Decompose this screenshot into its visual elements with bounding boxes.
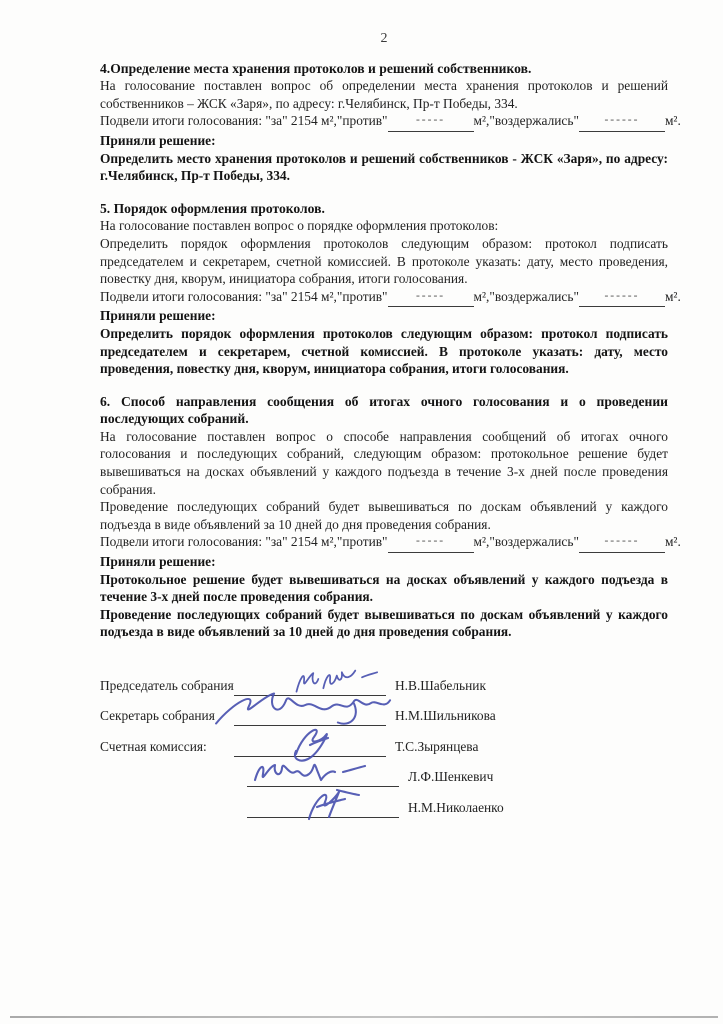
vote-abstained-blank: ------ (579, 288, 665, 308)
section-6-paragraph: На голосование поставлен вопрос о способе направления сообщений об итогах очного голосования и последующих собраний, следующим образом: протокольное решение будет вывешиваться на досках объявлений у каждого подъезда в течение 3-х дней после проведения собрания. (100, 428, 668, 497)
section-4-paragraph: На голосование поставлен вопрос об определении места хранения протоколов и решений собственников – ЖСК «Заря», по адресу: г.Челябинск, Пр-т Победы, 334. (100, 78, 668, 111)
section-4 (100, 60, 681, 185)
signature-row-counting-committee-3 (100, 787, 668, 818)
page-number: 2 (380, 31, 388, 46)
vote-against-blank: ----- (388, 288, 474, 308)
vote-abstained-label: "воздержались" (489, 113, 579, 129)
vote-abstained-blank: ------ (579, 112, 665, 132)
section-6-decision: Протокольное решение будет вывешиваться на досках объявлений у каждого подъезда в течение 3-х дней после проведения собрания. (100, 571, 668, 605)
signature-line (247, 786, 399, 818)
signature-row-secretary (100, 696, 668, 727)
section-6-paragraph: Проведение последующих собраний будет вывешиваться по доскам объявлений у каждого подъезда в виде объявлений за 10 дней до дня проведения собрания. (100, 499, 668, 532)
vote-unit-label: м². (664, 288, 681, 304)
section-6 (100, 393, 681, 641)
section-5-vote-results (100, 288, 681, 308)
signature-row-counting-committee-2 (100, 757, 668, 788)
vote-unit-label: м², (473, 288, 490, 304)
signatory-name: Н.М.Шильникова (395, 708, 496, 724)
section-6-vote-results (100, 533, 681, 553)
vote-lead: Подвели итоги голосования: "за" 2154 м², (100, 534, 337, 550)
section-5-decision: Определить порядок оформления протоколов следующим образом: протокол подписать председателем и секретарем, счетной комиссией. В протоколе указать: дату, место проведения, повестку дня, кворум, инициатора собрания, итоги голосования. (100, 325, 668, 377)
vote-unit-label: м². (664, 534, 681, 550)
signature-role-label (100, 786, 234, 787)
vote-lead: Подвели итоги голосования: "за" 2154 м², (100, 288, 337, 304)
section-5 (100, 200, 681, 378)
section-5-paragraph: На голосование поставлен вопрос о порядке оформления протоколов: (100, 218, 499, 234)
signatory-name: Н.В.Шабельник (395, 677, 486, 693)
vote-against-label: "против" (336, 534, 388, 550)
handwritten-signature (273, 777, 377, 829)
vote-against-blank: ----- (388, 112, 474, 132)
signature-role-label: Председатель собрания (100, 677, 234, 693)
vote-against-label: "против" (336, 288, 388, 304)
signature-role-label: Секретарь собрания (100, 708, 215, 724)
section-4-decision: Определить место хранения протоколов и решений собственников - ЖСК «Заря», по адресу: г.Челябинск, Пр-т Победы, 334. (100, 150, 668, 184)
signatory-name: Л.Ф.Шенкевич (408, 769, 494, 785)
signature-role-label (100, 817, 234, 818)
signatory-name: Т.С.Зырянцева (395, 738, 479, 754)
signatory-name: Н.М.Николаенко (408, 799, 504, 815)
vote-against-blank: ----- (388, 533, 474, 553)
section-4-vote-results (100, 112, 681, 132)
vote-abstained-label: "воздержались" (489, 534, 579, 550)
vote-lead: Подвели итоги голосования: "за" 2154 м², (100, 113, 337, 129)
section-5-heading: 5. Порядок оформления протоколов. (100, 200, 325, 216)
vote-abstained-blank: ------ (579, 533, 665, 553)
decision-label: Приняли решение: (100, 554, 216, 570)
decision-label: Приняли решение: (100, 132, 216, 148)
section-5-paragraph: Определить порядок оформления протоколов следующим образом: протокол подписать председателем и секретарем, счетной комиссией. В протоколе указать: дату, место проведения, повестку дня, кворум, инициатора собрания, итоги голосования. (100, 235, 668, 287)
vote-abstained-label: "воздержались" (489, 288, 579, 304)
vote-unit-label: м². (664, 113, 681, 129)
vote-unit-label: м², (473, 113, 490, 129)
section-4-heading: 4.Определение места хранения протоколов и решений собственников. (100, 60, 532, 76)
decision-label: Приняли решение: (100, 308, 216, 324)
vote-against-label: "против" (336, 113, 388, 129)
scan-edge-line (10, 1016, 718, 1018)
vote-unit-label: м², (473, 534, 490, 550)
section-6-heading: 6. Способ направления сообщения об итогах очного голосования и о проведении последующих собраний. (100, 393, 668, 427)
signatures-block (100, 665, 668, 818)
section-6-decision: Проведение последующих собраний будет вывешиваться по доскам объявлений у каждого подъезда в виде объявлений за 10 дней до дня проведения собрания. (100, 606, 668, 640)
signature-role-label: Счетная комиссия: (100, 738, 207, 754)
